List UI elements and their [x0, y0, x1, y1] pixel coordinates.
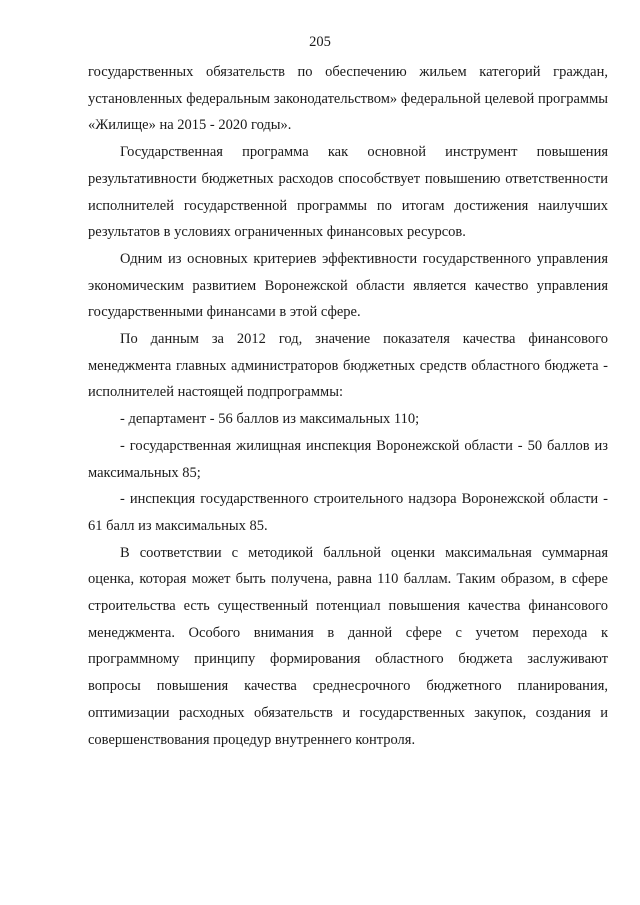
- paragraph: По данным за 2012 год, значение показателя качества финансового менеджмента главных администраторов бюджетных средств областного бюджета - исполнителей настоящей подпрограммы:: [88, 331, 608, 401]
- paragraph: Государственная программа как основной инструмент повышения результативности бюджетных расходов способствует повышению ответственности исполнителей государственной программы по итогам достижения наилучших результатов в условиях ограниченных финансовых ресурсов.: [88, 144, 608, 241]
- list-item: - инспекция государственного строительного надзора Воронежской области - 61 балл из максимальных 85.: [88, 491, 608, 534]
- page-number: 205: [309, 34, 331, 50]
- list-item: - государственная жилищная инспекция Воронежской области - 50 баллов из максимальных 85;: [88, 437, 608, 481]
- document-body: [88, 59, 608, 753]
- list-item: - департамент - 56 баллов из максимальных 110;: [120, 411, 420, 428]
- paragraph: В соответствии с методикой балльной оценки максимальная суммарная оценка, которая может быть получена, равна 110 баллам. Таким образом, в сфере строительства есть существенный потенциал повышения качества финансового менеджмента. Особого внимания в данной сфере с учетом перехода к программному принципу формирования областного бюджета заслуживают вопросы повышения качества среднесрочного бюджетного планирования, оптимизации расходных обязательств и государственных закупок, создания и совершенствования процедур внутреннего контроля.: [88, 544, 608, 748]
- paragraph: Одним из основных критериев эффективности государственного управления экономическим развитием Воронежской области является качество управления государственными финансами в этой сфере.: [88, 250, 608, 321]
- paragraph-continuation: государственных обязательств по обеспечению жильем категорий граждан, установленных федеральным законодательством» федеральной целевой программы «Жилище» на 2015 - 2020 годы».: [88, 64, 608, 134]
